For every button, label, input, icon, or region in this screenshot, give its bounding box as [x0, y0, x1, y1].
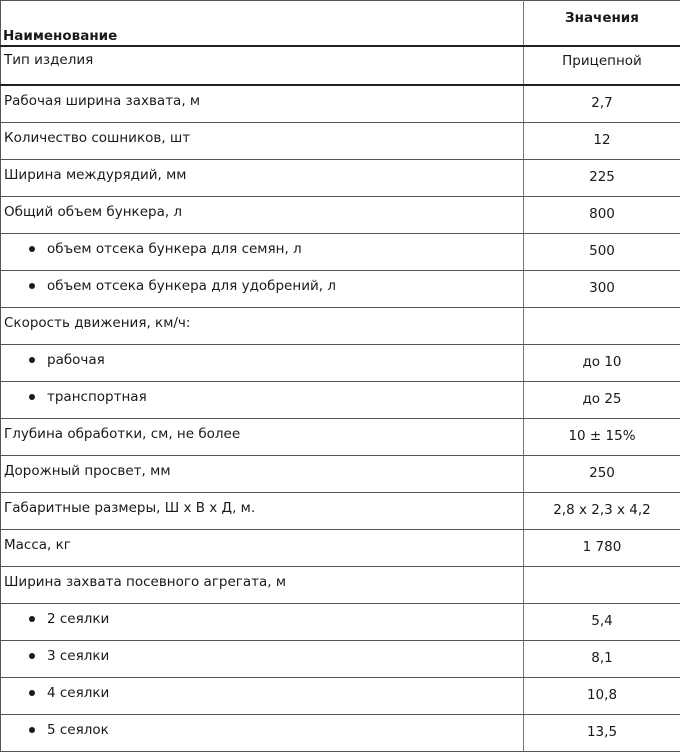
- parameter-name-cell: [1, 271, 524, 308]
- parameter-name-cell: [1, 197, 524, 234]
- table-row: [1, 345, 680, 382]
- parameter-value: 13,5: [586, 724, 618, 740]
- table-row: [1, 530, 680, 567]
- parameter-value: 5,4: [591, 613, 613, 629]
- parameter-name-cell: [1, 345, 524, 382]
- parameter-name: 3 сеялки: [47, 648, 110, 664]
- parameter-name-cell: [1, 46, 524, 85]
- parameter-name: Общий объем бункера, л: [4, 204, 183, 220]
- bullet-icon: [29, 690, 35, 696]
- table-row: [1, 567, 680, 604]
- parameter-name: Ширина захвата посевного агрегата, м: [4, 574, 287, 590]
- parameter-name: объем отсека бункера для удобрений, л: [47, 278, 336, 294]
- parameter-name-cell: [1, 160, 524, 197]
- column-header-value-label: Значения: [565, 10, 639, 26]
- parameter-value-cell: [524, 271, 680, 308]
- bullet-icon: [29, 394, 35, 400]
- parameter-value: Прицепной: [562, 53, 642, 69]
- parameter-value: 10 ± 15%: [568, 428, 636, 444]
- parameter-value-cell: [524, 123, 680, 160]
- column-header-name-label: Наименование: [3, 28, 118, 44]
- parameter-name: 2 сеялки: [47, 611, 110, 627]
- parameter-name: рабочая: [47, 352, 105, 368]
- parameter-value: 500: [589, 243, 615, 259]
- parameter-name-cell: [1, 678, 524, 715]
- table-row: [1, 123, 680, 160]
- parameter-name: Количество сошников, шт: [4, 130, 191, 146]
- parameter-name: Дорожный просвет, мм: [4, 463, 171, 479]
- parameter-name-cell: [1, 419, 524, 456]
- parameter-value: 2,7: [591, 95, 613, 111]
- parameter-value-cell: [524, 382, 680, 419]
- bullet-icon: [29, 246, 35, 252]
- bullet-icon: [29, 653, 35, 659]
- parameter-value-cell: [524, 604, 680, 641]
- table-row: [1, 678, 680, 715]
- table-row: [1, 419, 680, 456]
- parameter-name-cell: [1, 234, 524, 271]
- table-body: [1, 46, 680, 752]
- parameter-name-cell: [1, 715, 524, 752]
- parameter-name-cell: [1, 382, 524, 419]
- table-row: [1, 604, 680, 641]
- bullet-icon: [29, 283, 35, 289]
- parameter-value-cell: [524, 678, 680, 715]
- parameter-name: 5 сеялок: [47, 722, 109, 738]
- parameter-value: до 10: [582, 354, 622, 370]
- parameter-value-cell: [524, 345, 680, 382]
- parameter-value-cell: [524, 234, 680, 271]
- table-row: [1, 234, 680, 271]
- parameter-name-cell: [1, 530, 524, 567]
- table-row: [1, 493, 680, 530]
- parameter-value: 10,8: [586, 687, 618, 703]
- parameter-value-cell: [524, 641, 680, 678]
- parameter-name: Глубина обработки, см, не более: [4, 426, 241, 442]
- parameter-name-cell: [1, 308, 524, 345]
- parameter-name-cell: [1, 123, 524, 160]
- parameter-name-cell: [1, 604, 524, 641]
- parameter-name-cell: [1, 567, 524, 604]
- parameter-value: 8,1: [591, 650, 613, 666]
- table-row: [1, 46, 680, 85]
- parameter-name: Ширина междурядий, мм: [4, 167, 187, 183]
- parameter-value-cell: [524, 160, 680, 197]
- table-row: [1, 197, 680, 234]
- parameter-name-cell: [1, 493, 524, 530]
- parameter-name: Скорость движения, км/ч:: [4, 315, 191, 331]
- parameter-value-cell: [524, 715, 680, 752]
- parameter-value-cell: [524, 493, 680, 530]
- parameter-name-cell: [1, 85, 524, 123]
- column-header-value: [524, 1, 680, 47]
- table-header-row: [1, 1, 680, 47]
- parameter-value-cell: [524, 46, 680, 85]
- parameter-value-cell: [524, 456, 680, 493]
- table-row: [1, 160, 680, 197]
- parameter-value-cell: [524, 530, 680, 567]
- table-row: [1, 271, 680, 308]
- parameter-name-cell: [1, 456, 524, 493]
- table-row: [1, 456, 680, 493]
- parameter-value-cell: [524, 85, 680, 123]
- parameter-name-cell: [1, 641, 524, 678]
- bullet-icon: [29, 727, 35, 733]
- parameter-name: Масса, кг: [4, 537, 71, 553]
- parameter-value: 225: [589, 169, 615, 185]
- parameter-name: Габаритные размеры, Ш х В х Д, м.: [4, 500, 256, 516]
- parameter-name: объем отсека бункера для семян, л: [47, 241, 302, 257]
- parameter-value: 300: [589, 280, 615, 296]
- parameter-value: до 25: [582, 391, 622, 407]
- parameter-name: Рабочая ширина захвата, м: [4, 93, 201, 109]
- parameter-value: 2,8 х 2,3 х 4,2: [553, 502, 651, 518]
- bullet-icon: [29, 357, 35, 363]
- table-row: [1, 85, 680, 123]
- parameter-name: Тип изделия: [4, 52, 94, 68]
- parameter-value-cell: [524, 567, 680, 604]
- parameter-value-cell: [524, 419, 680, 456]
- parameter-value-cell: [524, 308, 680, 345]
- parameter-name: транспортная: [47, 389, 147, 405]
- table-row: [1, 641, 680, 678]
- parameter-name: 4 сеялки: [47, 685, 110, 701]
- table-row: [1, 308, 680, 345]
- table-row: [1, 382, 680, 419]
- column-header-name: [1, 1, 524, 47]
- table-row: [1, 715, 680, 752]
- parameter-value-cell: [524, 197, 680, 234]
- parameter-value: 1 780: [582, 539, 622, 555]
- parameter-value: 12: [593, 132, 611, 148]
- bullet-icon: [29, 616, 35, 622]
- parameter-value: 250: [589, 465, 615, 481]
- parameter-value: 800: [589, 206, 615, 222]
